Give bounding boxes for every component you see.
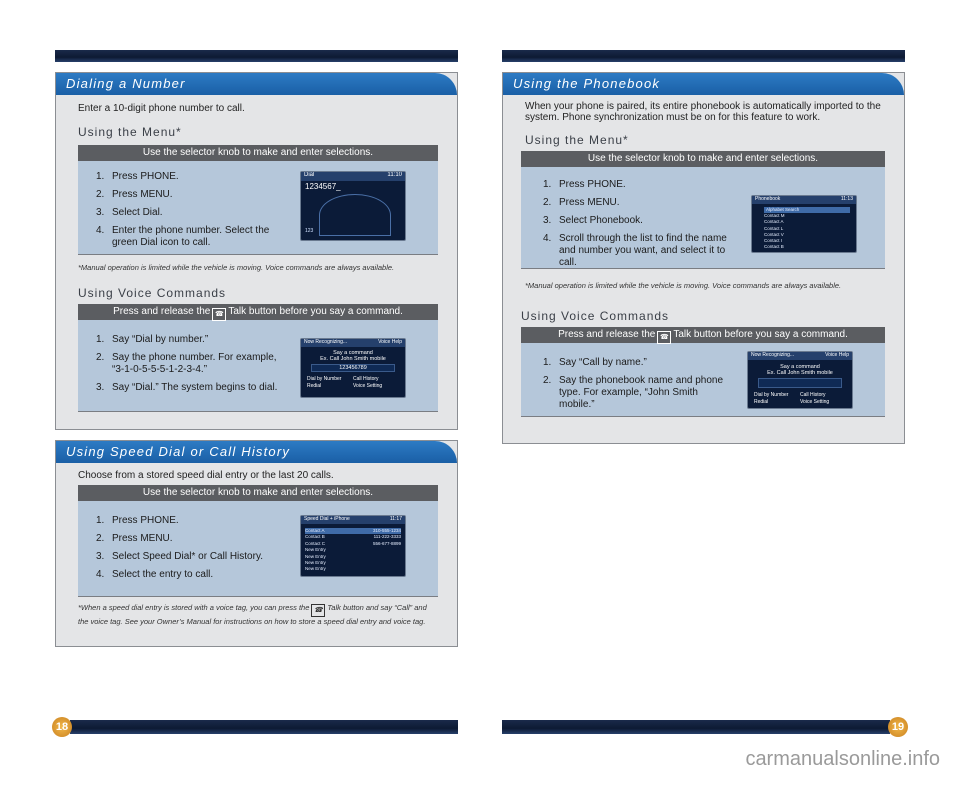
section-intro: Enter a 10-digit phone number to call. <box>78 103 245 114</box>
menu-instruction-box <box>521 151 885 269</box>
screen-title: Dial <box>304 172 315 178</box>
section-title: Using the Phonebook <box>513 76 661 91</box>
list-item: 1. Press PHONE. <box>96 515 179 526</box>
screen-mode: 123 <box>305 228 314 234</box>
speed-dial-section <box>55 440 458 647</box>
menu-instruction-box <box>78 145 438 255</box>
voice-instruction-box <box>78 304 438 412</box>
list-item: 1. Press PHONE. <box>543 179 626 190</box>
phonebook-screen-image: Phonebook 11:13 Alphabet Search Contact M Contact A Contact L Contact V Contact I Contact B <box>751 195 857 253</box>
list-item: 4. Scroll through the list to find the name and number you want, and select it to call. <box>543 233 727 268</box>
dial-screen-image <box>300 171 406 241</box>
top-band-right <box>502 50 905 62</box>
menu-heading: Using the Menu* <box>78 125 182 139</box>
speed-steps <box>96 515 286 587</box>
list-item: 4. Select the entry to call. <box>96 569 214 580</box>
list-item: 2. Press MENU. <box>543 197 620 208</box>
menu-footnote: *Manual operation is limited while the vehicle is moving. Voice commands are always available. <box>525 281 842 290</box>
bottom-band-left <box>70 720 458 734</box>
list-item: 4. Enter the phone number. Select the green Dial icon to call. <box>96 225 270 248</box>
section-title: Using Speed Dial or Call History <box>66 444 291 459</box>
list-item: 1. Press PHONE. <box>96 171 179 182</box>
section-tab <box>56 73 457 95</box>
box-header: Use the selector knob to make and enter selections. <box>78 485 438 501</box>
voice-heading: Using Voice Commands <box>521 309 670 323</box>
phonebook-section <box>502 72 905 444</box>
list-item: 3. Select Phonebook. <box>543 215 643 226</box>
box-header: Press and release the ☎ Talk button before you say a command. <box>521 327 885 343</box>
talk-button-icon: ☎ <box>657 331 671 344</box>
menu-heading: Using the Menu* <box>525 133 629 147</box>
bottom-band-right <box>502 720 890 734</box>
list-item: 2. Press MENU. <box>96 189 173 200</box>
list-item: 3. Say “Dial.” The system begins to dial. <box>96 382 278 393</box>
list-item: 1. Say “Call by name.” <box>543 357 647 368</box>
section-title: Dialing a Number <box>66 76 186 91</box>
list-item: 2. Say the phone number. For example, “3-1-0-5-5-5-1-2-3-4.” <box>96 352 277 375</box>
menu-footnote: *Manual operation is limited while the vehicle is moving. Voice commands are always available. <box>78 263 395 272</box>
list-item: 3. Select Dial. <box>96 207 163 218</box>
page-number-right: 19 <box>888 717 908 737</box>
speed-instruction-box <box>78 485 438 597</box>
menu-steps <box>543 179 728 275</box>
talk-button-icon: ☎ <box>311 604 325 617</box>
section-intro: When your phone is paired, its entire phonebook is automatically imported to the system. Phone synchronization must be on for this feature to work. <box>525 101 881 123</box>
list-item: 2. Say the phonebook name and phone type. For example, “John Smith mobile.” <box>543 375 724 410</box>
box-header: Use the selector knob to make and enter selections. <box>78 145 438 161</box>
voice-heading: Using Voice Commands <box>78 286 227 300</box>
voice-instruction-box <box>521 327 885 417</box>
screen-entry: 1234567_ <box>305 182 341 191</box>
box-header: Use the selector knob to make and enter selections. <box>521 151 885 167</box>
voice-screen-image: Now Recognizing... Voice Help Say a command Ex. Call John Smith mobile Dial by Number Call History Redial Voice Setting <box>747 351 853 409</box>
list-item: 3. Select Speed Dial* or Call History. <box>96 551 263 562</box>
page-number-left: 18 <box>52 717 72 737</box>
keypad-arc-icon <box>319 194 391 236</box>
speed-dial-screen-image: Speed Dial + iPhone 11:17 Contact A 310-555-1234 Contact B 111-222-3333 Contact C 556-677-8899 New Entry New Entry New Entry New Entry <box>300 515 406 577</box>
voice-steps <box>96 334 281 400</box>
box-header: Press and release the ☎ Talk button before you say a command. <box>78 304 438 320</box>
dialing-section <box>55 72 458 430</box>
top-band-left <box>55 50 458 62</box>
talk-button-icon: ☎ <box>212 308 226 321</box>
voice-screen-image: Now Recognizing... Voice Help Say a command Ex. Call John Smith mobile 123456789 Dial by Number Call History Redial Voice Setting <box>300 338 406 398</box>
section-intro: Choose from a stored speed dial entry or the last 20 calls. <box>78 470 334 481</box>
menu-steps <box>96 171 281 255</box>
speed-footnote: *When a speed dial entry is stored with a voice tag, you can press the ☎ Talk button and say “Call” and the voice tag. See your Owner’s Manual for instructions on how to store a speed dial entry and voice tag. <box>78 603 427 626</box>
screen-time: 11:10 <box>387 172 402 178</box>
section-tab <box>56 441 457 463</box>
voice-steps <box>543 357 733 417</box>
watermark: carmanualsonline.info <box>745 748 940 770</box>
section-tab <box>503 73 904 95</box>
list-item: 1. Say “Dial by number.” <box>96 334 209 345</box>
list-item: 2. Press MENU. <box>96 533 173 544</box>
